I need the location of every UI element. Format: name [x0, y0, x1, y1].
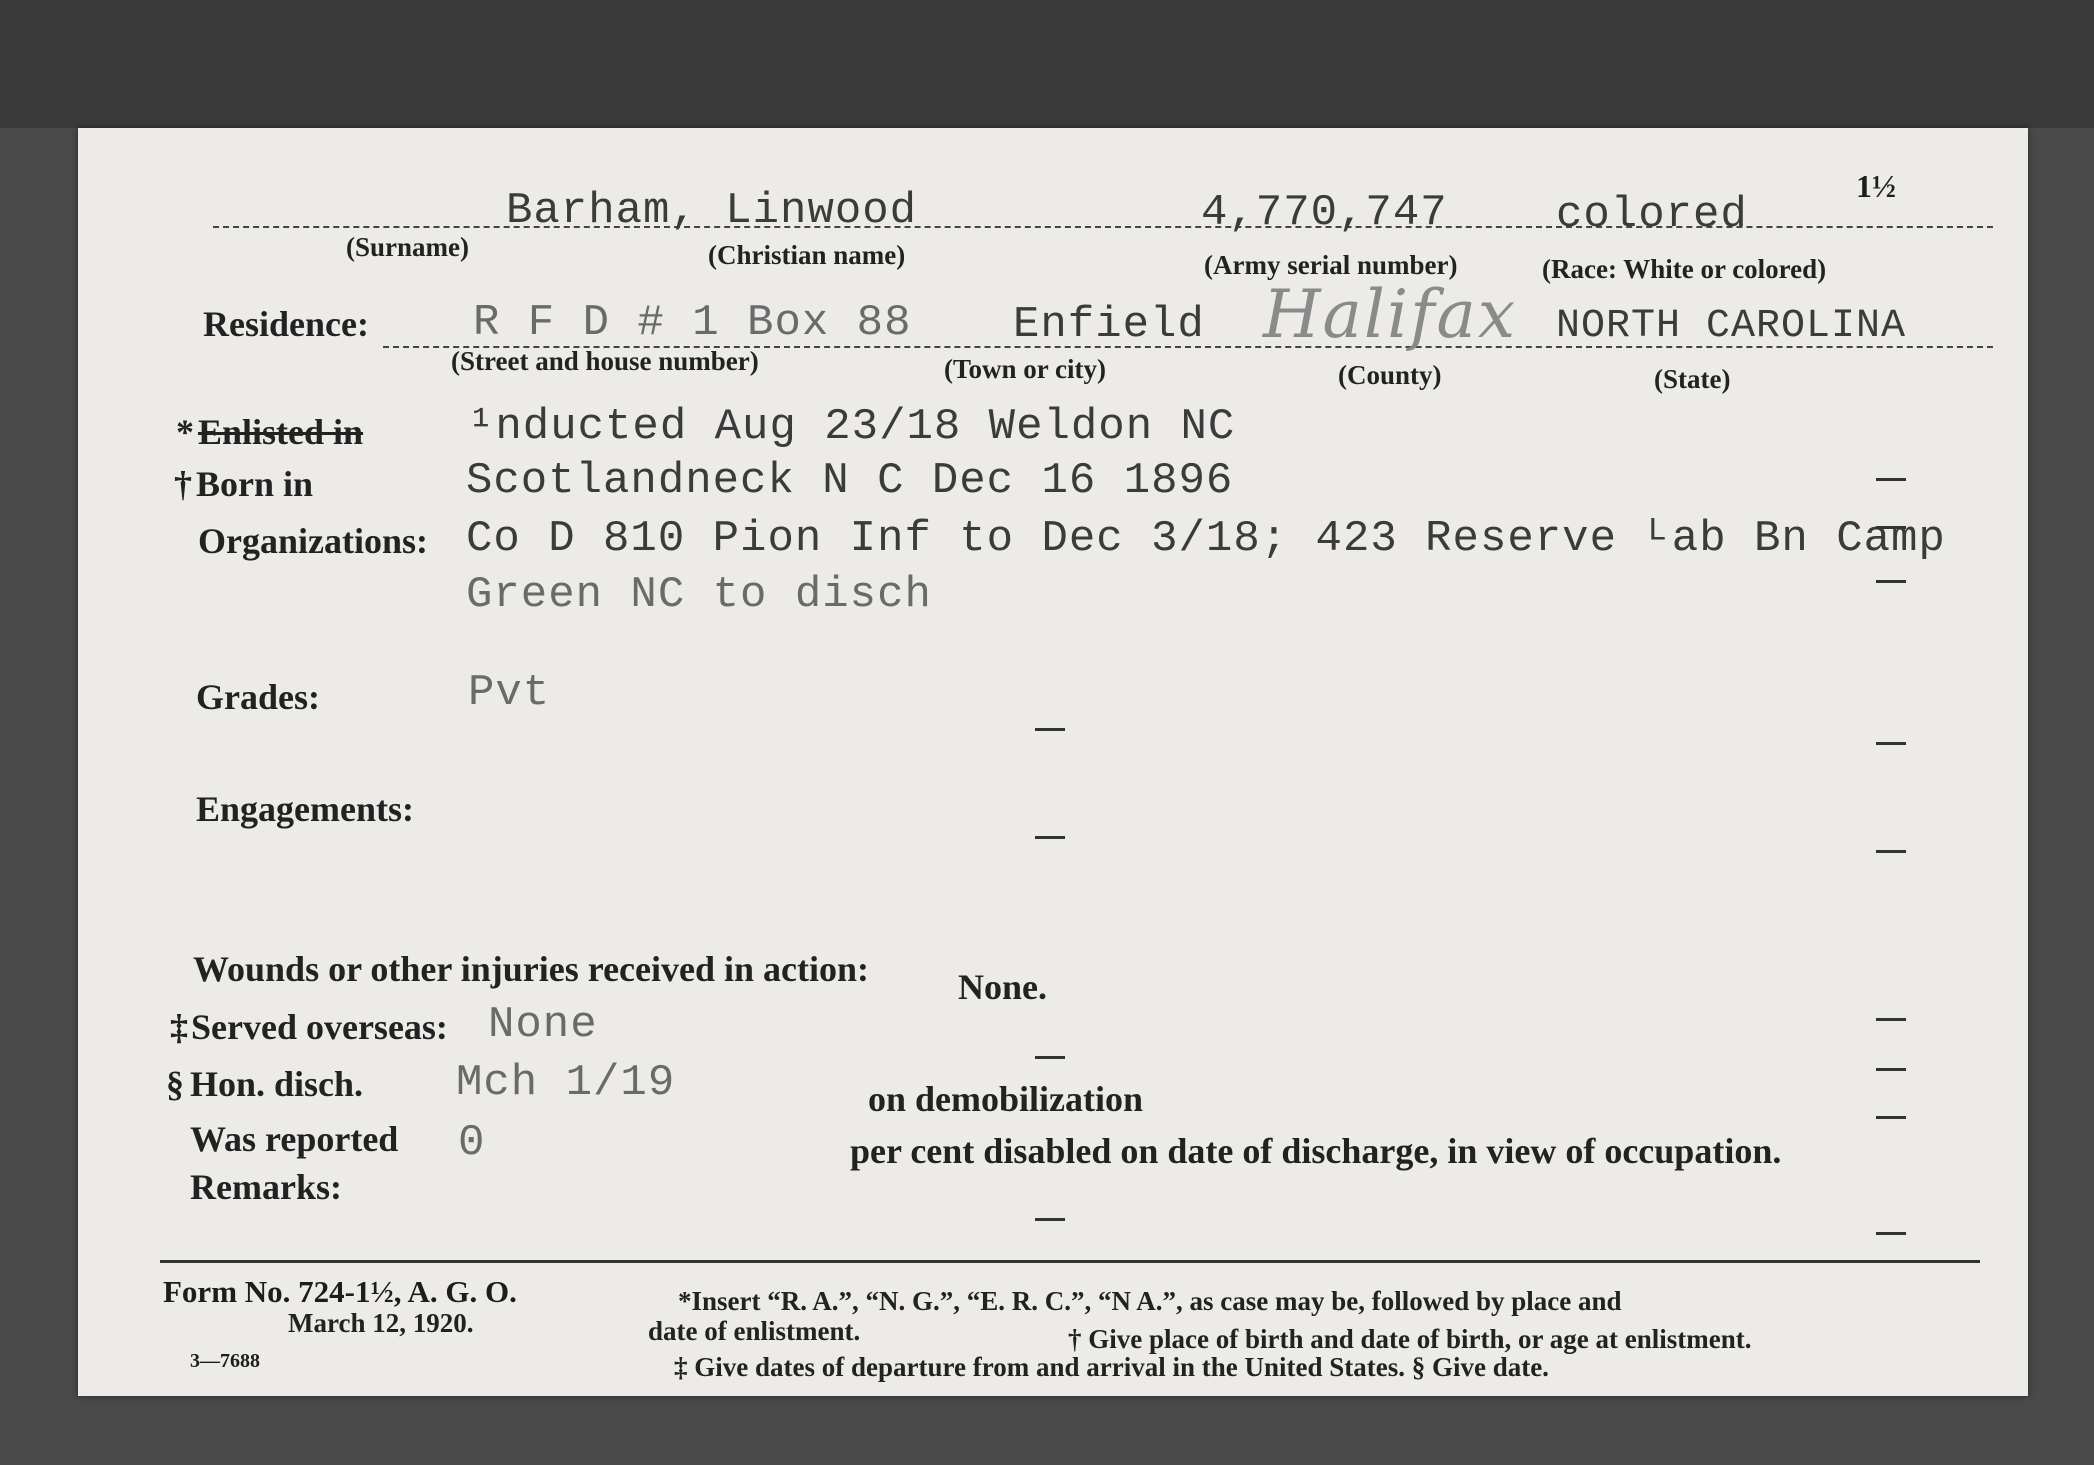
margin-dash: [1876, 1018, 1906, 1021]
organizations-line1: Co D 810 Pion Inf to Dec 3/18; 423 Reserve ᴸab Bn Camp: [466, 514, 1946, 564]
scanner-background: [0, 0, 2094, 128]
street-caption: (Street and house number): [451, 346, 759, 376]
discharge-label: Hon. disch.: [190, 1064, 364, 1104]
discharge-mark: §: [166, 1064, 184, 1104]
card-number: 1½: [1856, 168, 1896, 204]
enlisted-mark: *: [176, 412, 194, 452]
margin-dash: [1035, 836, 1065, 839]
margin-dash: [1876, 580, 1906, 583]
organizations-line2: Green NC to disch: [466, 570, 932, 620]
enlisted-label: Enlisted in: [198, 412, 364, 452]
form-number: Form No. 724-1½, A. G. O.: [163, 1274, 517, 1309]
footnote-double-dagger: ‡ Give dates of departure from and arrival in the United States. § Give date.: [674, 1352, 1549, 1382]
serial-caption: (Army serial number): [1204, 250, 1458, 280]
state-value: NORTH CAROLINA: [1556, 304, 1907, 349]
discharge-value: Mch 1/19: [456, 1058, 676, 1108]
town-value: Enfield: [1013, 300, 1205, 350]
born-mark: †: [174, 464, 192, 504]
footnote-enlistment: date of enlistment.: [648, 1316, 861, 1346]
margin-dash: [1035, 728, 1065, 731]
county-value-handwritten: Halifax: [1263, 276, 1518, 353]
born-label: Born in: [196, 464, 314, 504]
remarks-label: Remarks:: [190, 1167, 342, 1207]
state-caption: (State): [1654, 364, 1731, 394]
footnote-dagger: † Give place of birth and date of birth, or age at enlistment.: [1068, 1324, 1752, 1354]
christian-name-caption: (Christian name): [708, 240, 906, 270]
grades-label: Grades:: [196, 677, 320, 717]
street-value: R F D # 1 Box 88: [473, 298, 912, 348]
serial-value: 4,770,747: [1201, 188, 1448, 238]
wounds-label: Wounds or other injuries received in action:: [193, 949, 870, 989]
demobilization-text: on demobilization: [868, 1079, 1144, 1119]
record-card: [78, 128, 2028, 1396]
organizations-label: Organizations:: [198, 521, 428, 561]
print-code: 3—7688: [190, 1350, 260, 1372]
surname-caption: (Surname): [346, 232, 469, 262]
born-value: Scotlandneck N C Dec 16 1896: [466, 456, 1234, 506]
engagements-label: Engagements:: [196, 789, 414, 829]
margin-dash: [1876, 1116, 1906, 1119]
county-caption: (County): [1338, 360, 1442, 390]
margin-dash: [1876, 850, 1906, 853]
race-caption: (Race: White or colored): [1542, 254, 1827, 284]
footer-rule: [160, 1260, 1980, 1263]
reported-value: 0: [458, 1118, 486, 1168]
margin-dash: [1876, 1232, 1906, 1235]
enlisted-value: ¹nducted Aug 23/18 Weldon NC: [468, 402, 1236, 452]
grades-value: Pvt: [468, 668, 551, 718]
reported-label: Was reported: [190, 1119, 399, 1159]
name-value: Barham, Linwood: [506, 186, 918, 236]
overseas-value: None: [488, 1000, 598, 1050]
footnote-asterisk: *Insert “R. A.”, “N. G.”, “E. R. C.”, “N A.”, as case may be, followed by place and: [678, 1286, 1622, 1316]
residence-label: Residence:: [203, 304, 369, 344]
margin-dash: [1035, 1218, 1065, 1221]
overseas-label: Served overseas:: [191, 1007, 448, 1047]
margin-dash: [1876, 478, 1906, 481]
race-value: colored: [1556, 190, 1748, 240]
wounds-value: None.: [958, 967, 1047, 1007]
disabled-text: per cent disabled on date of discharge, in view of occupation.: [850, 1131, 1782, 1171]
margin-dash: [1035, 1056, 1065, 1059]
town-caption: (Town or city): [944, 354, 1106, 384]
margin-dash: [1876, 1068, 1906, 1071]
form-date: March 12, 1920.: [288, 1308, 474, 1338]
margin-dash: [1876, 742, 1906, 745]
margin-dash: [1876, 526, 1906, 529]
overseas-mark: ‡: [170, 1007, 188, 1047]
